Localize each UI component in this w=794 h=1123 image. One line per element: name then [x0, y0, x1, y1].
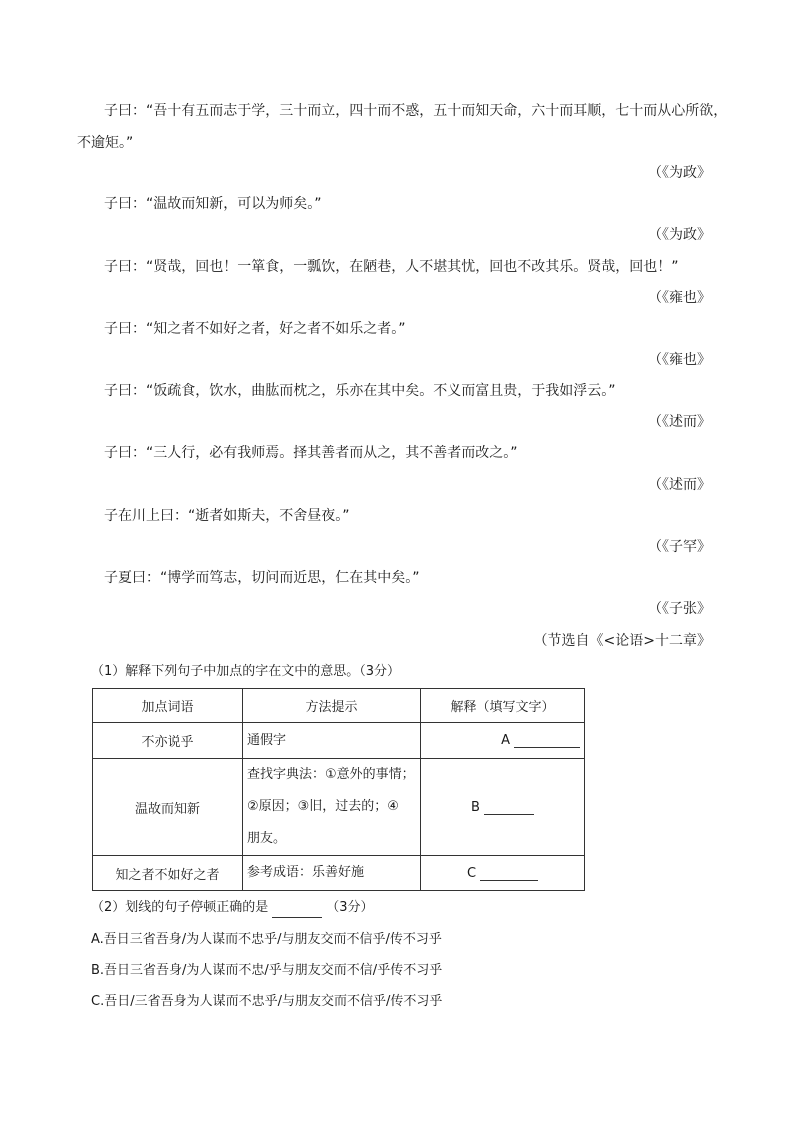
question-1-prompt: （1）解释下列句子中加点的字在文中的意思。（3分）	[91, 664, 401, 679]
passage-line-8: 子夏曰：“博学而笃志，切问而近思，仁在其中矣。”	[104, 570, 420, 586]
passage-line-3: 子曰：“贤哉，回也！一箪食，一瓢饮，在陋巷，人不堪其忧，回也不改其乐。贤哉，回也！”	[104, 259, 679, 275]
passage-source-3: （《雍也》	[648, 290, 711, 306]
passage-source-7: （《子罕》	[648, 539, 711, 555]
row-2-word: 温故而知新	[93, 759, 243, 856]
selection-note: （节选自《<论语>十二章》	[533, 633, 711, 649]
option-b[interactable]: B.吾日三省吾身/为人谋而不忠/乎与朋友交而不信/乎传不习乎	[91, 963, 443, 978]
passage-source-8: （《子张》	[648, 601, 711, 617]
row-1-answer-cell[interactable]	[421, 723, 585, 759]
row-2-answer-cell[interactable]	[421, 759, 585, 856]
row-1-method: 通假字	[243, 723, 421, 759]
table-row	[93, 759, 585, 856]
option-c[interactable]: C.吾日/三省吾身为人谋而不忠乎/与朋友交而不信乎/传不习乎	[91, 994, 443, 1009]
table-row	[93, 856, 585, 891]
passage-source-1: （《为政》	[648, 165, 711, 181]
row-3-answer-label: C	[466, 865, 477, 881]
answer-a-blank[interactable]	[514, 733, 580, 748]
passage-line-1-cont: 不逾矩。”	[77, 135, 134, 151]
passage-line-7: 子在川上曰：“逝者如斯夫，不舍昼夜。”	[104, 508, 350, 524]
row-3-method: 参考成语：乐善好施	[243, 856, 421, 891]
passage-line-5: 子曰：“饭疏食，饮水，曲肱而枕之，乐亦在其中矣。不义而富且贵，于我如浮云。”	[104, 383, 616, 399]
answer-b-blank[interactable]	[484, 800, 534, 815]
passage-source-6: （《述而》	[648, 477, 711, 493]
row-2-method-line-3: 朋友。	[247, 831, 287, 846]
row-3-answer-cell[interactable]	[421, 856, 585, 891]
table-header-row	[93, 689, 585, 723]
answer-table	[92, 688, 585, 891]
row-2-answer-label: B	[471, 799, 480, 815]
passage-source-2: （《为政》	[648, 227, 711, 243]
header-method: 方法提示	[243, 689, 421, 723]
question-2-blank[interactable]	[272, 903, 322, 918]
question-2-points: （3分）	[326, 900, 374, 915]
row-3-word: 知之者不如好之者	[93, 856, 243, 891]
header-word: 加点词语	[93, 689, 243, 723]
row-1-word: 不亦说乎	[93, 723, 243, 759]
passage-source-5: （《述而》	[648, 414, 711, 430]
passage-line-4: 子曰：“知之者不如好之者，好之者不如乐之者。”	[104, 321, 406, 337]
table-row	[93, 723, 585, 759]
header-answer: 解释（填写文字）	[421, 689, 585, 723]
passage-source-4: （《雍也》	[648, 352, 711, 368]
row-2-method-line-2: ②原因；③旧，过去的；④	[247, 799, 399, 814]
option-a[interactable]: A.吾日三省吾身/为人谋而不忠乎/与朋友交而不信乎/传不习乎	[91, 932, 442, 947]
row-2-method-line-1: 查找字典法：①意外的事情；	[247, 767, 415, 782]
row-2-method	[243, 759, 421, 856]
answer-c-blank[interactable]	[480, 866, 538, 881]
question-2-prompt-text: （2）划线的句子停顿正确的是	[91, 900, 269, 915]
passage-line-2: 子曰：“温故而知新，可以为师矣。”	[104, 196, 322, 212]
row-1-answer-label: A	[501, 733, 510, 748]
question-2-prompt	[91, 898, 374, 918]
passage-line-1: 子曰：“吾十有五而志于学，三十而立，四十而不惑，五十而知天命，六十而耳顺，七十而从心所欲，	[104, 103, 728, 119]
passage-line-6: 子曰：“三人行，必有我师焉。择其善者而从之，其不善者而改之。”	[104, 445, 518, 461]
